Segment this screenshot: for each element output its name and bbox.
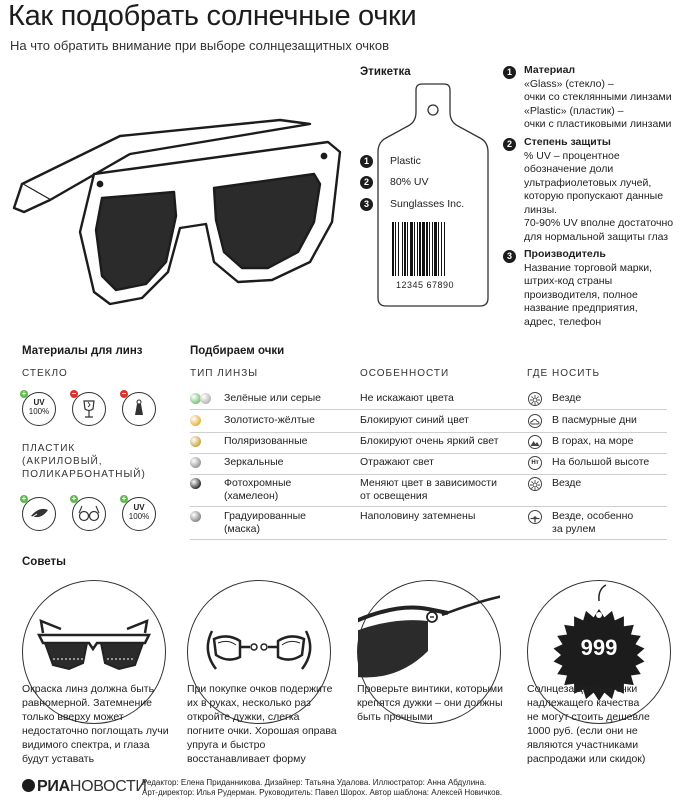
table-cell-where (552, 435, 633, 448)
barcode (390, 222, 472, 278)
cell-line: Фотохромные (224, 477, 292, 489)
plus-icon: + (71, 494, 77, 503)
plus-icon: + (21, 389, 27, 398)
label-line-2: 80% UV (390, 176, 429, 188)
cell-line: Везде (552, 477, 582, 489)
tip-line: недостаточно поглощать лучи (22, 725, 169, 737)
table-cell-where (552, 456, 649, 469)
info-manufacturer-title: Производитель (524, 248, 606, 260)
tip-line: будут уставать (22, 753, 95, 765)
cell-line: Меняют цвет в зависимости (360, 477, 497, 489)
minus-icon: – (71, 389, 77, 398)
table-row-divider (190, 453, 667, 454)
col-type-header: ТИП ЛИНЗЫ (190, 368, 259, 379)
table-cell-where (552, 477, 581, 490)
plastic-label (22, 442, 146, 481)
page-title: Как подобрать солнечные очки (8, 0, 417, 32)
cell-line: Зелёные или серые (224, 392, 321, 404)
cell-line: от освещения (360, 490, 428, 502)
info-marker-3: 3 (503, 250, 516, 263)
mountain-icon (528, 435, 542, 449)
materials-heading: Материалы для линз (22, 345, 143, 357)
table-row-divider (190, 474, 667, 475)
cell-line: На большой высоте (552, 456, 650, 468)
table-cell-where (552, 510, 633, 536)
cell-line: Градуированные (224, 510, 306, 522)
table-cell-feature (360, 456, 434, 469)
lens-color-swatch (190, 511, 201, 522)
table-cell-feature (360, 435, 499, 448)
tip-text-4 (527, 682, 692, 766)
info-manufacturer (524, 248, 699, 329)
tips-heading: Советы (22, 556, 66, 568)
info-manufacturer-line: производителя, полное (524, 288, 638, 301)
info-protection-line: линзы. (524, 203, 558, 216)
plastic-label-line: (АКРИЛОВЫЙ, (22, 456, 103, 467)
uv-protection-icon (121, 494, 156, 531)
price-tag-text: 999 (580, 635, 618, 660)
logo-ria-text: РИА (37, 778, 70, 795)
tip-text-3 (357, 682, 522, 724)
credits-line-2: Арт-директор: Илья Рудерман. Руководитель: Павел Шорох. Автор шаблона: Алексей Новичков. (142, 788, 503, 797)
cell-line: за рулем (552, 523, 596, 535)
info-material-line: очки со стеклянными линзами (524, 91, 672, 103)
info-protection-line: обозначение доли (524, 163, 614, 175)
table-row-divider (190, 539, 667, 540)
uv-percent: 100% (28, 407, 50, 416)
lens-color-swatch (190, 457, 201, 468)
info-marker-1: 1 (503, 66, 516, 79)
table-cell-feature (360, 477, 497, 503)
info-protection-line: которую пропускают данные (524, 190, 664, 202)
tip-line: распродажи или скидок) (527, 753, 646, 765)
sunglasses-illustration (10, 112, 355, 312)
barcode-number: 12345 67890 (396, 280, 455, 290)
plus-icon: + (21, 494, 27, 503)
tip-line: являются участниками (527, 739, 639, 751)
tip-line: не могут стоить дешевле (527, 711, 650, 723)
uv-text: UV (133, 503, 145, 512)
cell-line: Поляризованные (224, 435, 308, 447)
ria-logo (22, 778, 147, 796)
cell-line: Золотисто-жёлтые (224, 414, 315, 426)
tip-line: Проверьте винтики, которыми (357, 683, 503, 695)
col-where-header: ГДЕ НОСИТЬ (527, 368, 601, 379)
tip-line: 1000 руб. (если они не (527, 725, 638, 737)
fragile-glass-icon (71, 389, 106, 426)
plus-icon: + (121, 494, 127, 503)
table-cell-type (224, 456, 283, 469)
tip-line: их в руках, несколько раз (187, 697, 311, 709)
cell-line: Не искажают цвета (360, 392, 454, 404)
lens-color-swatch (200, 393, 211, 404)
info-protection-line: 70-90% UV вполне достаточно (524, 217, 674, 229)
cell-line: (маска) (224, 523, 260, 535)
table-cell-type (224, 414, 315, 427)
info-manufacturer-line: штрих-код страны (524, 275, 613, 287)
label-heading: Этикетка (360, 66, 411, 78)
steering-wheel-icon (528, 510, 542, 524)
cell-line: Отражают свет (360, 456, 434, 468)
lens-color-swatch (190, 415, 201, 426)
table-cell-feature (360, 510, 475, 523)
label-marker-1: 1 (360, 155, 373, 168)
cell-line: В пасмурные дни (552, 414, 637, 426)
table-row-divider (190, 432, 667, 433)
cloud-icon (528, 414, 542, 428)
uv-percent: 100% (128, 512, 150, 521)
glass-label: СТЕКЛО (22, 368, 68, 379)
tip-line: откройте дужки, слегка (187, 711, 300, 723)
table-cell-type (224, 392, 321, 405)
credits-line-1: Редактор: Елена Приданникова. Дизайнер: Татьяна Удалова. Иллюстратор: Анна Абдулина. (142, 778, 487, 787)
tip-line: восстанавливает форму (187, 753, 306, 765)
tip-line: равномерной. Затемнение (22, 697, 152, 709)
table-cell-type (224, 510, 306, 536)
cell-line: В горах, на море (552, 435, 634, 447)
tip-text-2 (187, 682, 352, 766)
info-protection-title: Степень защиты (524, 136, 611, 148)
plastic-label-line: ПЛАСТИК (22, 443, 76, 454)
col-features-header: ОСОБЕННОСТИ (360, 368, 450, 379)
page-subtitle: На что обратить внимание при выборе солнцезащитных очков (10, 38, 390, 53)
cell-line: (хамелеон) (224, 490, 279, 502)
table-cell-type (224, 435, 308, 448)
tip-line: упруга и быстро (187, 739, 266, 751)
table-cell-feature (360, 414, 469, 427)
tip-line: быть прочными (357, 711, 433, 723)
cell-line: Зеркальные (224, 456, 284, 468)
tip-line: надлежащего качества (527, 697, 640, 709)
lens-color-swatch (190, 436, 201, 447)
label-line-1: Plastic (390, 155, 421, 167)
logo-circle-icon (22, 779, 35, 792)
table-heading: Подбираем очки (190, 345, 285, 357)
feather-light-icon (21, 494, 56, 531)
label-marker-2: 2 (360, 176, 373, 189)
sun-icon (528, 477, 542, 491)
heavy-weight-icon (121, 389, 156, 426)
tip-line: При покупке очков подержите (187, 683, 333, 695)
table-cell-where (552, 392, 581, 405)
uv-text: UV (33, 398, 45, 407)
tip-line: Окраска линз должна быть (22, 683, 155, 695)
tip-text-1 (22, 682, 187, 766)
tip-line: крепятся дужки – они должны (357, 697, 503, 709)
info-material-line: «Plastic» (пластик) – (524, 104, 624, 117)
info-marker-2: 2 (503, 138, 516, 151)
height-icon: Hт (528, 456, 542, 470)
table-row-divider (190, 409, 667, 410)
logo-novosti-text: НОВОСТИ (69, 778, 147, 795)
info-protection-line: % UV – процентное (524, 149, 620, 162)
label-line-3: Sunglasses Inc. (390, 198, 465, 210)
table-row-divider (190, 506, 667, 507)
info-protection (524, 136, 699, 244)
plastic-label-line: ПОЛИКАРБОНАТНЫЙ) (22, 469, 146, 480)
uv-protection-icon (21, 389, 56, 426)
unbreakable-glasses-icon (71, 494, 106, 531)
sun-icon (528, 392, 542, 406)
info-protection-line: ультрафиолетовых лучей, (524, 176, 652, 189)
info-manufacturer-line: Название торговой марки, (524, 261, 653, 274)
cell-line: Блокируют синий цвет (360, 414, 469, 426)
cell-line: Наполовину затемнены (360, 510, 476, 522)
info-protection-line: для нормальной защиты глаз (524, 230, 669, 243)
info-manufacturer-line: адрес, телефон (524, 315, 602, 328)
cell-line: Везде (552, 392, 582, 404)
table-cell-feature (360, 392, 454, 405)
cell-line: Везде, особенно (552, 510, 634, 522)
info-material (524, 64, 699, 132)
tip-line: видимого спектра, и глаза (22, 739, 150, 751)
lens-color-swatch (190, 478, 201, 489)
cell-line: Блокируют очень яркий свет (360, 435, 499, 447)
tip-line: погните очки. Хорошая оправа (187, 725, 337, 737)
info-material-line: «Glass» (стекло) – (524, 77, 614, 90)
info-manufacturer-line: название предприятия, (524, 302, 638, 314)
minus-icon: – (121, 389, 127, 398)
tip-line: Солнцезащитные очки (527, 683, 638, 695)
table-cell-where (552, 414, 637, 427)
info-material-line: очки с пластиковыми линзами (524, 118, 672, 130)
label-marker-3: 3 (360, 198, 373, 211)
tip-line: только вверху может (22, 711, 124, 723)
info-material-title: Материал (524, 64, 576, 76)
table-cell-type (224, 477, 291, 503)
